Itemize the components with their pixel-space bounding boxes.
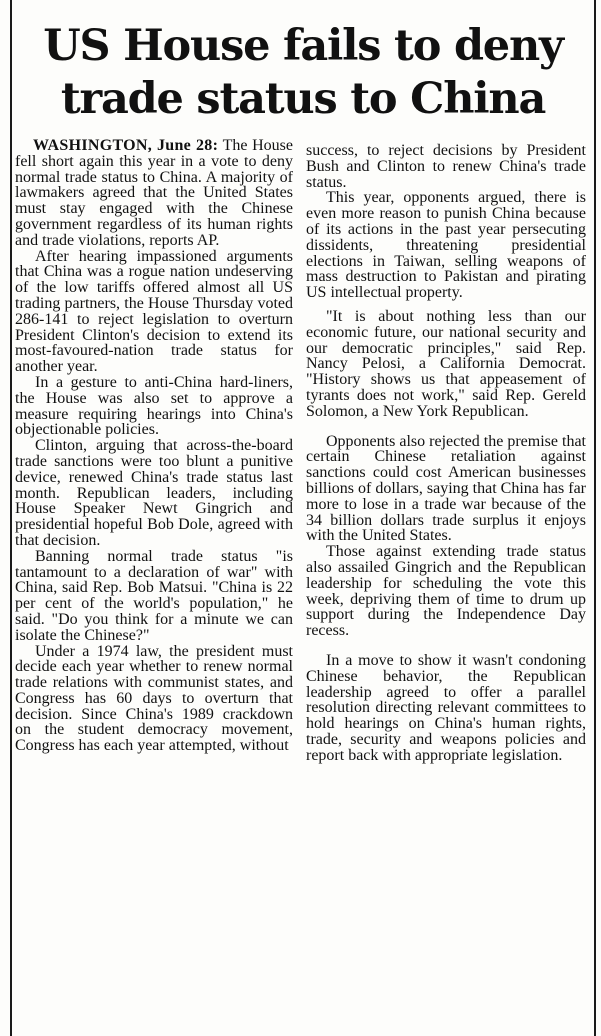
dateline: WASHINGTON, June 28:	[33, 137, 219, 154]
article-paragraph: In a move to show it wasn't condoning Chinese behavior, the Republican leadership agreed to offer a parallel resolution directing relevant committees to hold hearings on China's human rights, trade, security and weapons policies and report back with appropriate legislation.	[306, 651, 586, 764]
headline-line-2: trade status to China	[60, 74, 546, 124]
article-paragraph: Clinton, arguing that across-the-board trade sanctions were too blunt a punitive device, renewed China's trade status last month. Republican leaders, including House Speaker Newt Gingrich and presidential hopeful Bob Dole, agreed with that decision.	[15, 437, 293, 549]
article-paragraph: Banning normal trade status "is tantamount to a declaration of war" with China, said Rep. Bob Matsui. "China is 22 per cent of the world's population," he said. "Do you think for a minute we can isolate the Chinese?"	[15, 547, 293, 644]
article-paragraph: This year, opponents argued, there is even more reason to punish China because of its actions in the past year persecuting dissidents, threatening presidential elections in Taiwan, selling weapons of mass destruction to Pakistan and pirating US intellectual property.	[306, 189, 586, 302]
article-paragraph	[15, 138, 293, 249]
article-paragraph: Under a 1974 law, the president must decide each year whether to renew normal trade relations with communist states, and Congress has 60 days to overturn that decision. Since China's 1989 crackdown on the student democracy movement, Congress has each year attempted, without	[15, 642, 293, 755]
right-column-rule	[594, 0, 596, 1036]
article-paragraph: Those against extending trade status also assailed Gingrich and the Republican leadership for scheduling the vote this week, depriving them of time to drum up support during the Independence Day recess.	[306, 543, 586, 640]
left-column-rule	[10, 0, 12, 1036]
paragraph-text: The House fell short again this year in a vote to deny normal trade status to China. A majority of lawmakers agreed that the United States must stay engaged with the Chinese government regardless of its human rights and trade violations, reports AP.	[15, 137, 293, 249]
headline-line-1: US House fails to deny	[43, 21, 563, 71]
article-paragraph: "It is about nothing less than our economic future, our national security and our democratic principles," said Rep. Nancy Pelosi, a California Democrat. "History shows us that appeasement of tyrants does not work," said Rep. Gereld Solomon, a New York Republican.	[306, 307, 586, 420]
article-paragraph: Opponents also rejected the premise that certain Chinese retaliation against sanctions could cost American businesses billions of dollars, saying that China has far more to lose in a trade war because of the 34 billion dollars trade surplus it enjoys with the United States.	[306, 432, 586, 545]
article-paragraph: success, to reject decisions by President Bush and Clinton to renew China's trade status.	[306, 142, 586, 191]
right-column	[306, 143, 586, 763]
article-paragraph: In a gesture to anti-China hard-liners, the House was also set to approve a measure requiring hearings into China's objectionable policies.	[15, 373, 293, 439]
article-paragraph: After hearing impassioned arguments that China was a rogue nation undeserving of the low tariffs offered almost all US trading partners, the House Thursday voted 286-141 to reject legislation to overturn President Clinton's decision to extend its most-favoured-nation trade status for another year.	[15, 247, 293, 376]
left-column	[15, 138, 293, 754]
headline	[14, 20, 592, 126]
